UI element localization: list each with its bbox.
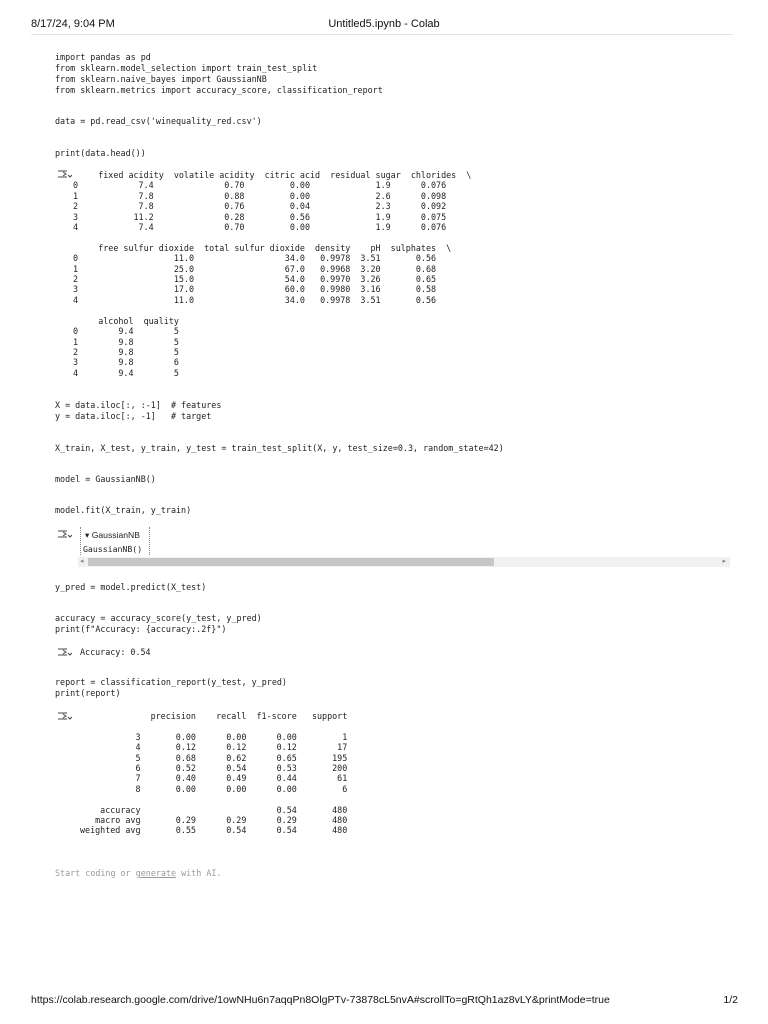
code-cell-model-fit[interactable]: model.fit(X_train, y_train)	[55, 505, 192, 515]
estimator-repr: GaussianNB()	[83, 544, 143, 554]
scrollbar-thumb[interactable]	[88, 558, 494, 566]
code-cell-print-head[interactable]: print(data.head())	[55, 148, 146, 158]
code-cell-train-test-split[interactable]: X_train, X_test, y_train, y_test = train_test_split(X, y, test_size=0.3, random_state=42)	[55, 443, 504, 453]
code-cell-report[interactable]: report = classification_report(y_test, y_pred) print(report)	[55, 677, 287, 698]
output-horizontal-scrollbar[interactable]	[78, 557, 730, 567]
print-page-number: 1/2	[723, 994, 738, 1006]
hint-suffix: with AI.	[176, 868, 222, 878]
code-cell-predict[interactable]: y_pred = model.predict(X_test)	[55, 582, 207, 592]
print-datetime: 8/17/24, 9:04 PM	[31, 18, 115, 30]
output-toggle-icon[interactable]	[56, 529, 72, 541]
header-divider	[31, 34, 733, 35]
estimator-label[interactable]: ▾ GaussianNB	[85, 530, 140, 540]
hint-prefix: Start coding or	[55, 868, 136, 878]
generate-link[interactable]: generate	[135, 868, 177, 878]
output-toggle-icon[interactable]	[56, 169, 72, 181]
output-toggle-icon[interactable]	[56, 647, 72, 659]
code-cell-read-csv[interactable]: data = pd.read_csv('winequality_red.csv')	[55, 116, 262, 126]
scroll-left-arrow-icon[interactable]: ◂	[80, 558, 84, 565]
estimator-widget[interactable]	[80, 527, 150, 555]
scroll-right-arrow-icon[interactable]: ▸	[722, 558, 726, 565]
page-title: Untitled5.ipynb - Colab	[328, 18, 440, 30]
output-data-head: fixed acidity volatile acidity citric acid residual sugar chlorides \ 0 7.4 0.70 0.00 1.9 0.076 1 7.8 0.88 0.00 2.6 0.098 2 7.8 0.76 0.04 2.3 0.092 3 11.2 0.28 0.56 1.9 0.075 4 7.4 0.70 0.00 1.9 0.076 free sulfur dioxide total sulfur dioxide density pH sulphates \ 0 11.0 34.0 0.9978 3.51 0.56 1 25.0 67.0 0.9968 3.20 0.68 2 15.0 54.0 0.9970 3.26 0.65 3 17.0 60.0 0.9980 3.16 0.58 4 11.0 34.0 0.9978 3.51 0.56 alcohol quality 0 9.4 5 1 9.8 5 2 9.8 5 3 9.8 6 4 9.4 5	[73, 170, 472, 378]
code-cell-split-xy[interactable]: X = data.iloc[:, :-1] # features y = data.iloc[:, -1] # target	[55, 400, 222, 421]
code-cell-imports[interactable]: import pandas as pd from sklearn.model_selection import train_test_split from sklearn.naive_bayes import GaussianNB from sklearn.metrics import accuracy_score, classification_report	[55, 52, 383, 95]
output-toggle-icon[interactable]	[56, 711, 72, 723]
empty-cell-hint[interactable]	[55, 868, 221, 878]
code-cell-accuracy[interactable]: accuracy = accuracy_score(y_test, y_pred) print(f"Accuracy: {accuracy:.2f}")	[55, 613, 262, 634]
output-classification-report: precision recall f1-score support 3 0.00 0.00 0.00 1 4 0.12 0.12 0.12 17 5 0.68 0.62 0.65 195 6 0.52 0.54 0.53 200 7 0.40 0.49 0.44 61 8 0.00 0.00 0.00 6 accuracy 0.54 480 macro avg 0.29 0.29 0.29 480 weighted avg 0.55 0.54 0.54 480	[80, 711, 348, 836]
output-accuracy: Accuracy: 0.54	[80, 647, 151, 657]
code-cell-model-init[interactable]: model = GaussianNB()	[55, 474, 156, 484]
print-footer-url: https://colab.research.google.com/drive/1owNHu6n7aqqPn8OlgPTv-73878cL5nvA#scrollTo=gRtQh1az8vLY&printMode=true	[31, 994, 610, 1006]
